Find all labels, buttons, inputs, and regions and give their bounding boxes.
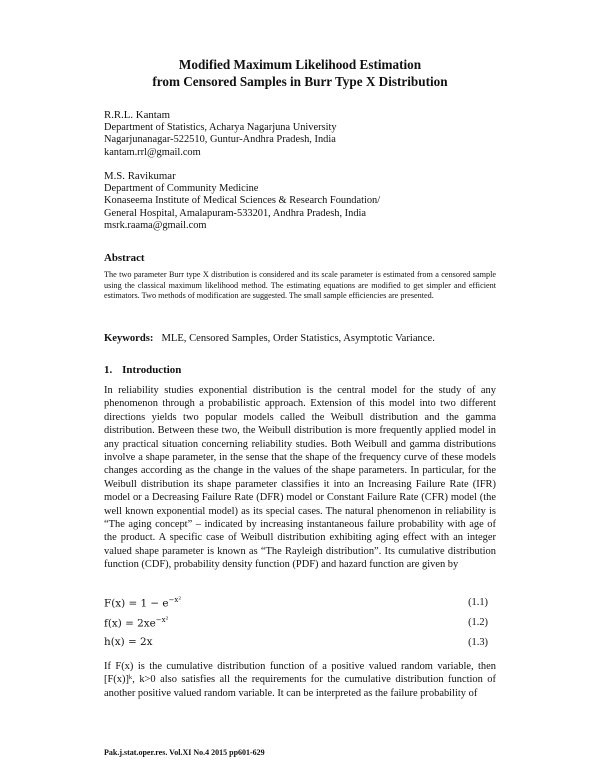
paper-title-line1: Modified Maximum Likelihood Estimation	[178, 57, 422, 72]
author-block-1	[104, 109, 337, 159]
journal-footer: Pak.j.stat.oper.res. Vol.XI No.4 2015 pp601-629	[104, 748, 265, 757]
abstract-heading: Abstract	[104, 252, 145, 264]
author-name: M.S. Ravikumar	[104, 170, 176, 182]
keywords-text: MLE, Censored Samples, Order Statistics, Asymptotic Variance.	[161, 333, 435, 344]
keywords-label: Keywords:	[104, 333, 154, 344]
section-heading	[104, 364, 181, 376]
author-affiliation-line: Department of Statistics, Acharya Nagarjuna University	[104, 121, 337, 133]
author-affiliation-line: Nagarjunanagar-522510, Guntur-Andhra Pradesh, India	[104, 134, 336, 146]
equation-number: (1.2)	[468, 617, 488, 628]
author-block-2	[104, 170, 380, 233]
equation-1-2	[104, 616, 496, 632]
author-email: kantam.rrl@gmail.com	[104, 146, 201, 158]
equation-number: (1.1)	[468, 597, 488, 608]
section-number: 1.	[104, 364, 113, 376]
paragraph-2: If F(x) is the cumulative distribution function of a positive valued random variable, then [F(x)]ᵏ, k>0 also satisfies all the requirements for the cumulative distribution function of another positive valued random variable. It can be interpreted as the failure probability of	[104, 661, 496, 699]
equation-1-1	[104, 596, 496, 612]
author-affiliation-line: Konaseema Institute of Medical Sciences & Research Foundation/	[104, 195, 381, 207]
author-email: msrk.raama@gmail.com	[104, 220, 207, 232]
equation-1-3	[104, 636, 496, 652]
keywords-line	[104, 333, 435, 344]
equation-formula: $F(x) = 1 - e^{-x^2}$	[104, 596, 182, 610]
author-name: R.R.L. Kantam	[104, 109, 170, 121]
intro-paragraph: In reliability studies exponential distribution is the central model for the study of any phenomenon through a probabilistic approach. Extension of this model into two different directions yields two popular models called the Weibull distribution and the gamma distribution. Between these two, the Weibull distribution is more frequently applied model in any practical situation concerning reliability studies. Both Weibull and gamma distributions involve a shape parameter, in the sense that the shape of the frequency curve of these models changes according as the change in the values of the shape parameters. In particular, for the Weibull distribution its shape parameter classifies it into an Increasing Failure Rate (IFR) model or a Decreasing Failure Rate (DFR) model or Constant Failure Rate (CFR) model (the well known exponential model) as its special cases. The natural phenomenon in reliability is “The aging concept” – indicated by increasing instantaneous failure probability with age of the product. A specific case of Weibull distribution exhibiting aging effect with an integer valued shape parameter is known as “The Rayleigh distribution”. Its cumulative distribution function (CDF), probability density function (PDF) and hazard function are given by	[104, 385, 496, 571]
equation-formula: h(x) = 2x	[104, 636, 153, 648]
equation-formula: $f(x) = 2xe^{-x^2}$	[104, 616, 169, 630]
paper-title-line2: from Censored Samples in Burr Type X Distribution	[152, 74, 448, 89]
section-title: Introduction	[122, 364, 182, 376]
equation-number: (1.3)	[468, 637, 488, 648]
author-affiliation-line: General Hospital, Amalapuram-533201, Andhra Pradesh, India	[104, 207, 367, 219]
author-affiliation-line: Department of Community Medicine	[104, 182, 259, 194]
abstract-text: The two parameter Burr type X distribution is considered and its scale parameter is estimated from a censored sample using the classical maximum likelihood method. The estimating equations are modified to get simpler and efficient estimators. Two methods of modification are suggested. The small sample efficiencies are presented.	[104, 270, 496, 301]
